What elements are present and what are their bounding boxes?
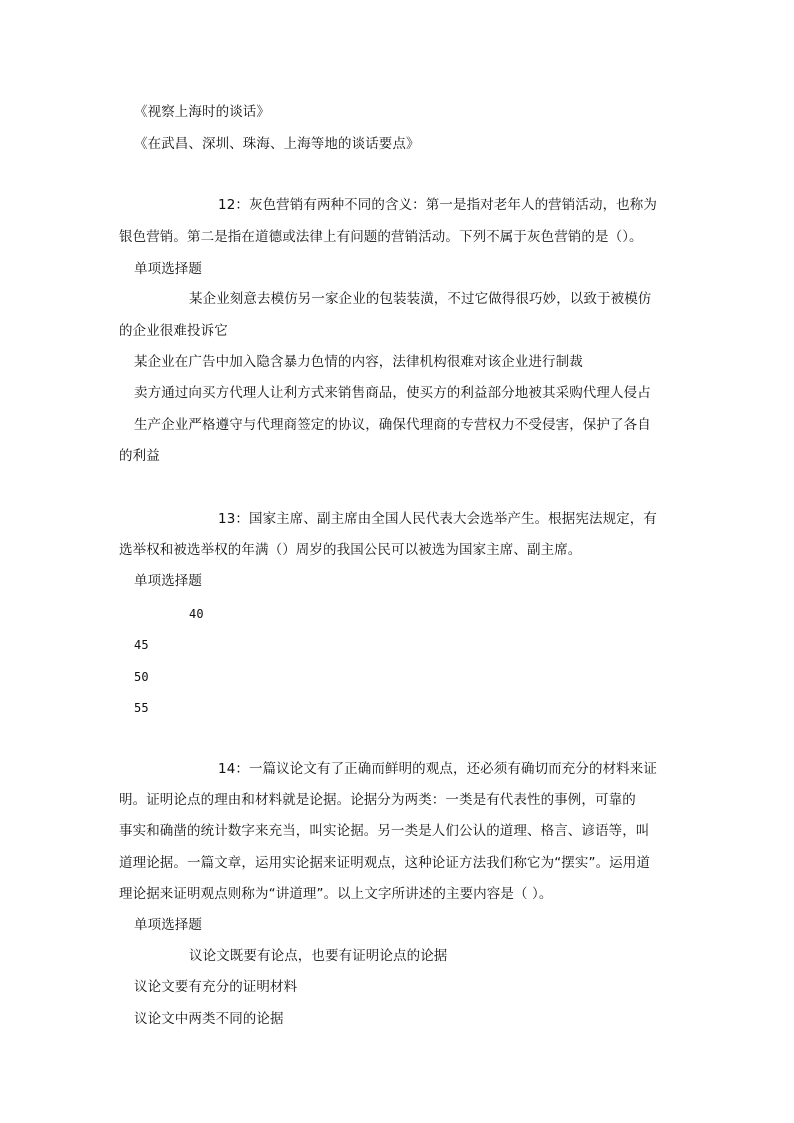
q12-option-a-line-2[interactable]: 的企业很难投诉它	[119, 323, 228, 339]
q13-question-type: 单项选择题	[134, 573, 202, 589]
q14-option-c[interactable]: 议论文中两类不同的论据	[134, 1011, 284, 1027]
q13-stem-line-2: 选举权和被选举权的年满（）周岁的我国公民可以被选为国家主席、副主席。	[119, 542, 582, 558]
q14-stem-line-2: 明。证明论点的理由和材料就是论据。论据分为两类：一类是有代表性的事例，可靠的	[119, 792, 636, 808]
q12-option-d-line-2[interactable]: 的利益	[119, 448, 160, 464]
q14-option-b[interactable]: 议论文要有充分的证明材料	[134, 979, 298, 995]
q12-option-d-line-1[interactable]: 生产企业严格遵守与代理商签定的协议，确保代理商的专营权力不受侵害，保护了各自	[134, 417, 651, 433]
q14-stem-line-4: 道理论据。一篇文章，运用实论据来证明观点，这种论证方法我们称它为“摆实”。运用道	[119, 855, 650, 871]
q12-option-b[interactable]: 某企业在广告中加入隐含暴力色情的内容，法律机构很难对该企业进行制裁	[134, 354, 583, 370]
q12-option-a-line-1[interactable]: 某企业刻意去模仿另一家企业的包装装潢，不过它做得很巧妙，以致于被模仿	[189, 291, 652, 307]
q13-option-d[interactable]: 55	[134, 701, 149, 715]
reference-line-2: 《在武昌、深圳、珠海、上海等地的谈话要点》	[134, 136, 420, 152]
reference-line-1: 《视察上海时的谈话》	[134, 104, 270, 120]
q14-option-a[interactable]: 议论文既要有论点，也要有证明论点的论据	[189, 948, 448, 964]
q14-stem-line-5: 理论据来证明观点则称为“讲道理”。以上文字所讲述的主要内容是（ ）。	[119, 886, 553, 902]
q12-stem-line-2: 银色营销。第二是指在道德或法律上有问题的营销活动。下列不属于灰色营销的是（）。	[119, 229, 643, 245]
q13-option-b[interactable]: 45	[134, 638, 149, 652]
q13-option-a[interactable]: 40	[189, 607, 204, 621]
q13-stem-line-1: 13：国家主席、副主席由全国人民代表大会选举产生。根据宪法规定，有	[218, 511, 657, 527]
q14-stem-line-3: 事实和确凿的统计数字来充当，叫实论据。另一类是人们公认的道理、格言、谚语等，叫	[119, 823, 650, 839]
q13-option-c[interactable]: 50	[134, 670, 149, 684]
q12-option-c[interactable]: 卖方通过向买方代理人让利方式来销售商品，使买方的利益部分地被其采购代理人侵占	[134, 385, 651, 401]
q12-stem-line-1: 12：灰色营销有两种不同的含义：第一是指对老年人的营销活动，也称为	[218, 197, 657, 213]
q12-question-type: 单项选择题	[134, 261, 202, 277]
q14-question-type: 单项选择题	[134, 917, 202, 933]
q14-stem-line-1: 14：一篇议论文有了正确而鲜明的观点，还必须有确切而充分的材料来证	[218, 761, 657, 777]
